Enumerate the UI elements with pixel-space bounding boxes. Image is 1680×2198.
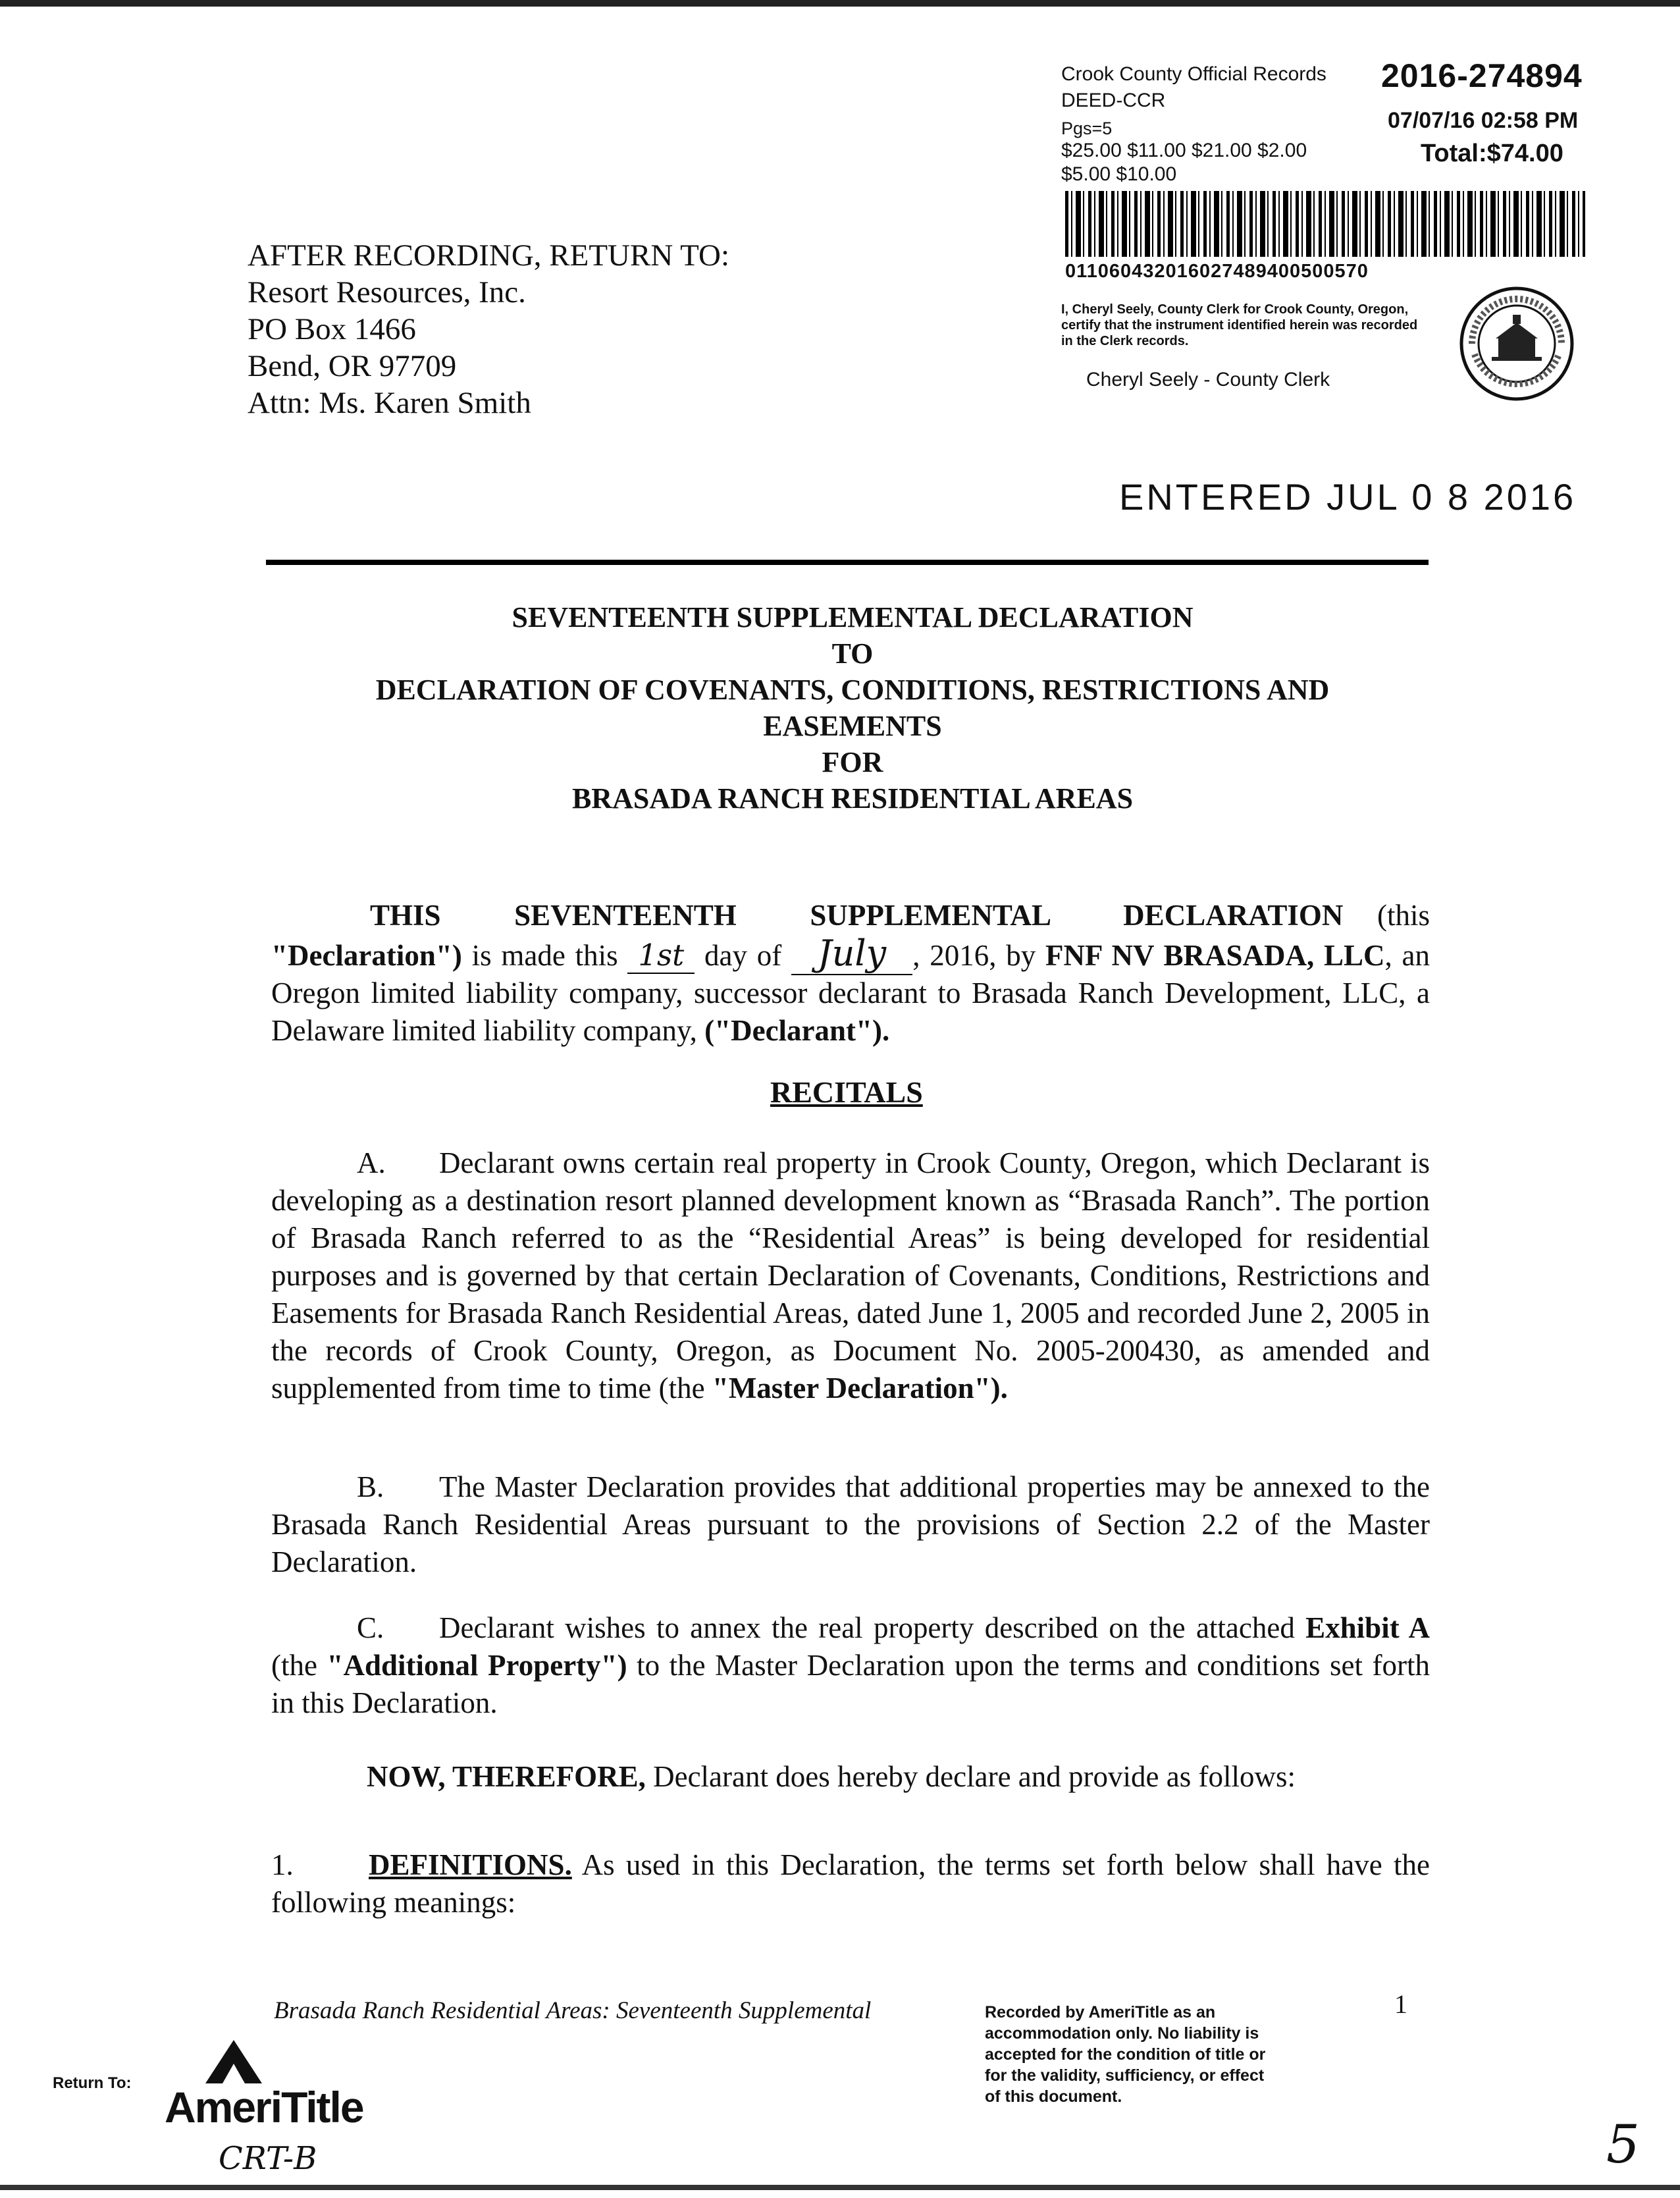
return-to-company: Resort Resources, Inc. — [248, 275, 526, 309]
title-line-1: SEVENTEENTH SUPPLEMENTAL DECLARATION — [512, 601, 1194, 633]
scan-top-edge — [0, 0, 1680, 7]
intro-this: (this — [1377, 899, 1431, 932]
return-to-city: Bend, OR 97709 — [248, 349, 457, 383]
intro-lead: THIS SEVENTEENTH SUPPLEMENTAL DECLARATION — [370, 899, 1344, 932]
document-title — [197, 599, 1508, 817]
recording-doc-type: DEED-CCR — [1061, 90, 1166, 111]
recording-fees-line1: $25.00 $11.00 $21.00 $2.00 — [1061, 140, 1307, 161]
logo-return-to: Return To: — [53, 2074, 132, 2092]
recital-b — [271, 1468, 1430, 1581]
recording-office: Crook County Official Records — [1061, 63, 1326, 85]
intro-month-handwritten: July — [791, 932, 912, 975]
logo-name: AmeriTitle — [165, 2083, 363, 2131]
header-divider — [266, 560, 1429, 565]
ameritile-logo-icon — [204, 2039, 263, 2085]
intro-day-of: day of — [704, 939, 782, 972]
recording-barcode — [1065, 191, 1585, 257]
county-seal-icon — [1459, 286, 1575, 402]
recital-c-the: (the — [271, 1649, 317, 1682]
recital-c-label: C. — [357, 1611, 384, 1644]
recital-a-term: "Master Declaration"). — [712, 1372, 1008, 1405]
recitals-heading: RECITALS — [770, 1075, 923, 1109]
title-line-2: TO — [831, 637, 874, 670]
footer-recording-note: Recorded by AmeriTitle as an accommodation only. No liability is accepted for the condition of title or for the validity, sufficiency, or effect of this document. — [985, 2003, 1266, 2106]
recording-document-number: 2016-274894 — [1381, 57, 1583, 94]
section-1-heading: DEFINITIONS. — [369, 1848, 572, 1881]
intro-day-handwritten: 1st — [627, 938, 695, 974]
recital-b-label: B. — [357, 1470, 384, 1503]
intro-declaration-term: "Declaration") — [271, 939, 462, 972]
county-seal — [1459, 286, 1575, 402]
recital-a-label: A. — [357, 1146, 386, 1179]
recital-c-text-after: to the Master Declaration upon the terms and conditions set forth in this Declaration. — [271, 1649, 1430, 1719]
handwritten-code: CRT-B — [219, 2140, 317, 2177]
return-to-po-box: PO Box 1466 — [248, 312, 416, 346]
intro-rest: , an Oregon limited liability company, successor declarant to Brasada Ranch Development, LLC, a Delaware limited liability company, — [271, 939, 1431, 1047]
title-line-6: BRASADA RANCH RESIDENTIAL AREAS — [571, 782, 1134, 815]
recital-a — [271, 1144, 1430, 1407]
title-line-3: DECLARATION OF COVENANTS, CONDITIONS, RESTRICTIONS AND — [375, 674, 1330, 706]
intro-declarant-name: FNF NV BRASADA, LLC — [1045, 939, 1385, 972]
ameritile-logo — [53, 2033, 362, 2185]
recording-fees-line2: $5.00 $10.00 — [1061, 163, 1177, 185]
footer-page-number: 1 — [1394, 1989, 1407, 2019]
section-1-number: 1. — [271, 1848, 294, 1881]
intro-year: , 2016, by — [912, 939, 1036, 972]
section-1-text: As used in this Declaration, the terms set forth below shall have the following meanings: — [271, 1848, 1430, 1919]
title-line-5: FOR — [822, 746, 883, 778]
footer-running-title: Brasada Ranch Residential Areas: Seventeenth Supplemental — [274, 1997, 872, 2024]
recital-c-exhibit: Exhibit A — [1305, 1611, 1431, 1644]
recital-c-term: "Additional Property") — [327, 1649, 627, 1682]
scan-bottom-edge — [0, 2185, 1680, 2190]
intro-made-this: is made this — [471, 939, 618, 972]
now-therefore-text: Declarant does hereby declare and provide as follows: — [653, 1760, 1296, 1793]
recital-a-text: Declarant owns certain real property in Crook County, Oregon, which Declarant is developing as a destination resort planned development known as “Brasada Ranch”. The portion of Brasada Ranch referred to as the “Residential Areas” is being developed for residential purposes and is governed by that certain Declaration of Covenants, Conditions, Restrictions and Easements for Brasada Ranch Residential Areas, dated June 1, 2005 and recorded June 2, 2005 in the records of Crook County, Oregon, as Document No. 2005-200430, as amended and supplemented from time to time (the — [271, 1146, 1430, 1405]
intro-paragraph — [271, 897, 1430, 1050]
entered-stamp: ENTERED JUL 0 8 2016 — [1119, 476, 1577, 518]
recital-c — [271, 1609, 1430, 1722]
clerk-name: Cheryl Seely - County Clerk — [1086, 369, 1330, 390]
recording-pages: Pgs=5 — [1061, 119, 1113, 138]
recital-b-text: The Master Declaration provides that additional properties may be annexed to the Brasada Ranch Residential Areas pursuant to the provisions of Section 2.2 of the Master Declaration. — [271, 1470, 1430, 1578]
title-line-4: EASEMENTS — [763, 710, 942, 742]
recital-c-text-before: Declarant wishes to annex the real property described on the attached — [439, 1611, 1295, 1644]
handwritten-page-number: 5 — [1606, 2114, 1640, 2175]
barcode-number: 011060432016027489400500570 — [1065, 261, 1369, 282]
section-1 — [271, 1846, 1430, 1921]
now-therefore-bold: NOW, THEREFORE, — [367, 1760, 646, 1793]
recording-datetime: 07/07/16 02:58 PM — [1388, 108, 1579, 133]
return-to-block — [248, 237, 729, 421]
clerk-certification: I, Cheryl Seely, County Clerk for Crook County, Oregon, certify that the instrument identified herein was recorded in the Clerk records. — [1061, 302, 1418, 348]
intro-declarant-term: ("Declarant"). — [704, 1014, 890, 1047]
return-to-heading: AFTER RECORDING, RETURN TO: — [248, 238, 730, 273]
recording-total: Total:$74.00 — [1421, 140, 1563, 167]
now-therefore — [271, 1758, 1430, 1796]
return-to-attn: Attn: Ms. Karen Smith — [248, 386, 531, 420]
